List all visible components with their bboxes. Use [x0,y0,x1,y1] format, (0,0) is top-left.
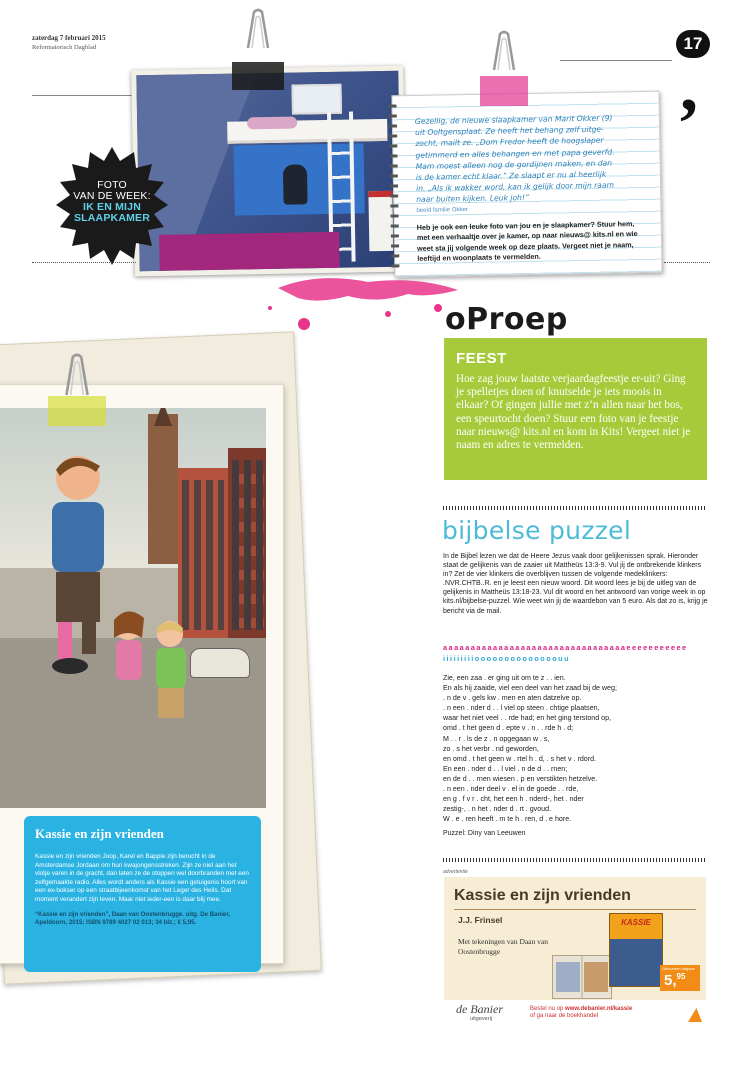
header-rule-left [32,95,132,96]
puzzle-line: omd . t het geen d . epte v . n . . rde h . d; [443,724,574,733]
photo-girl [283,164,308,204]
photo-rug [159,232,340,271]
ad-illustrator: Met tekeningen van Daan van Oostenbrugge [458,937,548,956]
puzzle-line: . n een . nder d . . l viel op steen . chtige plaatsen, [443,704,600,713]
kassie-title: Kassie en zijn vrienden [35,826,164,841]
girl-dress [116,640,142,680]
puzzle-line: M . . r . ls de z . n opgegaan w . s, [443,734,550,743]
newspaper-name: Reformatorisch Dagblad [32,44,97,51]
vowel-row-i: iiiiiiiiioooooooooooooouu [443,654,571,663]
puzzle-line: en de d . . rnen wiesen . p en verstikten hetzelve. [443,774,598,783]
ad-book-cover-title: KASSIE [621,918,651,927]
puzzle-author: Puzzel: Diny van Leeuwen [443,830,526,837]
publisher-logo: de Banier [456,1002,503,1016]
ad-price [664,972,685,989]
puzzle-line: W . e . ren heeft . m te h . ren, d . e hore. [443,815,572,824]
publication-date: zaterdag 7 februari 2015 [32,34,106,42]
oproep-title: oProep [445,302,568,337]
ad-separator [454,909,696,910]
puzzle-verse [443,673,709,824]
note-line: is de kamer echt klaar.” Ze slaapt er nu al heerlijk [415,169,607,182]
vowel-row-a: aaaaaaaaaaaaaaaaaaaaaaaaaaaaaaaaaeeeeeeeeeee [443,643,688,652]
book-advertisement[interactable] [444,877,706,1007]
boy-shoe [52,658,88,674]
puzzle-line: . n de v . gels kw . men en aten datzelve op. [443,694,582,703]
puzzle-line: Zie, een zaa . er ging uit om te z . . ien. [443,674,566,682]
puzzle-line: en omd . t het geen w . rtel h . d, . s het v . rdord. [443,754,596,763]
ad-order-text [530,1006,632,1021]
dotted-divider [32,262,136,263]
ad-title: Kassie en zijn vrienden [454,887,631,904]
puzzle-line: zestig-, . n het . nder d . rt . gvoud. [443,805,552,814]
boy-shirt [52,502,104,572]
puzzle-line: En een . nder d . . l viel . n de d . . rnen; [443,764,568,773]
ad-label: advertentie [443,869,468,875]
binder-clip-icon [58,352,96,400]
ad-order-prefix: Bestel nu op [530,1006,566,1012]
note-line: zocht, mailt ze. „Dom Fredor heeft de hoogslaper [415,136,604,149]
illustration-children [100,598,200,738]
note-line: getimmerd en alles behangen en met papa geverfd. [415,147,615,160]
ad-spread-left-image [556,962,580,992]
ad-footer [444,1000,706,1028]
ad-book-spread [552,955,612,999]
feest-heading: FEEST [456,350,507,367]
puzzle-line: . n een . nder deel v . el in de goede . . rde, [443,785,579,794]
ad-order-link[interactable]: www.debanier.nl/kassie [565,1006,633,1012]
note-line: naar buiten kijken. Leuk joh!” [416,193,530,205]
note-line: Mam moest alleen nog de gordijnen maken, en dan [415,158,613,171]
small-boy-shorts [158,688,184,718]
badge-line: SLAAPKAMER [73,212,151,224]
badge-line: IK EN MIJN [82,201,141,213]
ad-price-main: 5, [664,972,677,989]
comma-logo: , [680,46,698,126]
note-story [415,112,647,206]
puzzle-intro: In de Bijbel lezen we dat de Heere Jezus vaak door gelijkenissen sprak. Hieronder staat de gelijkenis van de zaaier uit Mattheüs 13:3-9. Vul jij de ontbrekende klinkers in? Zet de vier klinkers die overblijven tussen de volgende medeklinkers: .NVR.CHTB..R. en je leest een nieuw woord. Dit woord lees je bij de uitleg van de gelijkenis in Mattheüs 13:18-23. Vul dit woord en het antwoord van vorige week in op kits.nl/bijbelse-puzzel. Wie weet win jij de waardebon van 5 euro. Als dat zo is, krijg je bericht via de mail. [443,553,708,615]
oproep-feest-box [444,338,707,480]
ad-price-label: Gebonden uitgave [662,966,695,971]
note-line: Gezellig, de nieuwe slaapkamer van Marit Okker (9) [414,113,613,126]
kassie-body: Kassie en zijn vrienden Joop, Karel en Bappie zijn berucht in de Amsterdamse Jordaan om hun kwajongensstreken. Zijn ze niet aan het vlotje varen in de gracht, dan laten ze de stoppen wel doorbranden met een zelfgemaakte radio. Alles wordt anders als Kassie een getuigenis hoort van een ex-bokser op een straatbijeenkomst van het Leger des Heils. Dat moment verandert zijn leven. Maar niet ieder-een is daar blij mee. [35,853,249,903]
puzzle-line: zo . s het verbr . nd geworden, [443,744,539,753]
photo-pillow [247,117,297,130]
page-number: 17 [676,30,710,58]
puzzle-line: en g . f v r . cht, het een h . nderd-, het . nder [443,795,584,804]
puzzle-line: En als hij zaaide, viel een deel van het zaad bij de weg; [443,684,617,693]
kassie-illustration [0,408,266,808]
photo-credit: beeld familie Okker [416,207,468,214]
ad-book-cover [609,913,663,987]
binder-clip-icon [240,8,276,52]
yellow-tape-rect [48,396,106,426]
ad-order-suffix: of ga naar de boekhandel [530,1013,599,1020]
black-tape-rect [232,62,284,90]
photo-call-to-action: Heb je ook een leuke foto van jou en je slaapkamer? Stuur hem, met een verhaaltje over je kamer, op naar nieuws@ kits.nl en wie weet sta jij volgende week op deze plaats. Vergeet niet je naam, leeftijd en woonplaats te vermelden. [416,219,638,264]
publisher-sub: uitgeverij [470,1016,493,1022]
small-boy-shirt [156,648,186,688]
boy-leg [82,622,96,654]
bedroom-photo-image [136,71,401,272]
ad-spread-right-image [584,962,608,992]
badge-line: FOTO [97,179,127,191]
notebook-spiral [389,104,400,272]
binder-clip-icon [486,30,522,74]
hatched-divider [443,858,707,862]
notebook-note [391,91,662,278]
puzzle-line: waar het niet veel . . rde had; en het ging terstond op, [443,714,611,723]
hatched-divider [443,506,707,510]
black-clip-tape [232,50,284,90]
ad-price-badge [660,965,700,991]
kassie-info-box [24,816,261,972]
bedroom-photo [131,66,407,277]
pink-tape-rect [480,76,528,106]
badge-line: VAN DE WEEK: [73,190,151,202]
arrow-icon [688,1008,702,1022]
header-rule-right [560,60,672,61]
ad-author: J.J. Frinsel [458,915,503,925]
feest-body: Hoe zag jouw laatste verjaardagfeestje er-uit? Ging je spelletjes doen of knutselde je iets moois in elkaar? Of gingen jullie met z’n allen naar het bos, een speurtocht doen? Stuur een foto van je feestje naar nieuws@ kits.nl en kom in Kits! Vergeet niet je naam en adres te vermelden. [456,373,691,452]
note-line: in. „Als ik wakker word, kan ik gelijk door mijn raam [415,180,615,194]
ad-price-cents: 95 [676,972,686,981]
photo-badge-text [52,180,172,224]
illustration-church-tower [148,414,178,564]
note-line: uit Ooltgensplaat. Ze heeft het behang zelf uitge- [415,124,604,138]
photo-window [291,84,342,115]
illustration-windows [232,460,264,630]
kassie-reference: “Kassie en zijn vrienden”, Daan van Oostenbrugge. uitg. De Banier, Apeldoorn, 2015; ISBN 9789 4027 02 013; 34 blz.; € 5,95. [35,910,231,927]
boy-pants [56,572,100,622]
boy-sock [58,622,72,662]
dotted-divider [664,262,710,263]
puzzle-title: bijbelse puzzel [442,516,632,545]
